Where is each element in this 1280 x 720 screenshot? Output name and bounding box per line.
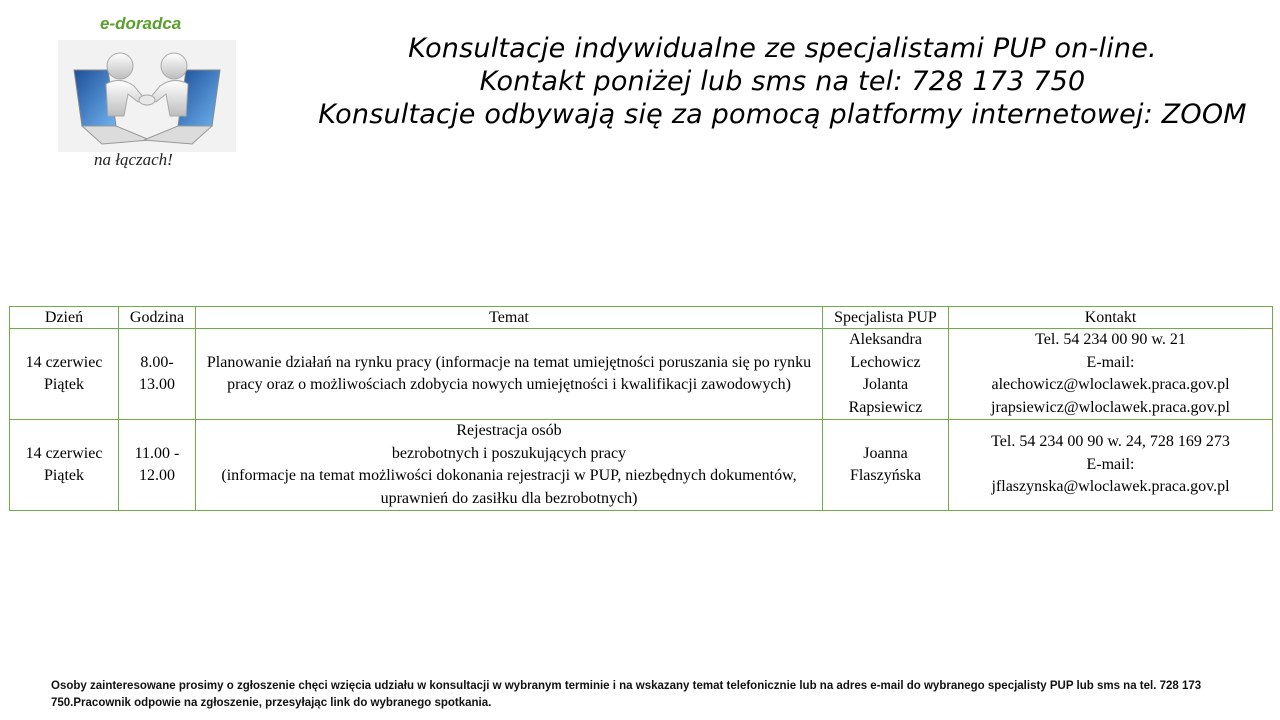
row-hour: 11.00 - 12.00 [119, 420, 196, 511]
row-specialist: Aleksandra Lechowicz Jolanta Rapsiewicz [823, 329, 949, 420]
header-specialist: Specjalista PUP [823, 307, 949, 329]
contact-phone: Tel. 54 234 00 90 w. 24, 728 169 273 [991, 433, 1230, 451]
row-day: 14 czerwiec Piątek [10, 329, 119, 420]
contact-email-label: E-mail: [1086, 353, 1135, 371]
logo-title: e-doradca [100, 14, 182, 33]
header-line-2: Kontakt poniżej lub sms na tel: 728 173 750 [479, 66, 1086, 97]
header-line-3: Konsultacje odbywają się za pomocą platformy internetowej: ZOOM [318, 99, 1247, 130]
contact-email-link[interactable]: jflaszynska@wloclawek.praca.gov.pl [991, 478, 1230, 496]
table-row [10, 420, 1273, 511]
footer-note: Osoby zainteresowane prosimy o zgłoszenie chęci wzięcia udziału w konsultacji w wybranym terminie i na wskazany temat telefonicznie lub na adres e-mail do wybranego specjalisty PUP lub sms na tel. 728 173 750.Pracownik odpowie na zgłoszenie, przesyłając link do wybranego spotkania. [51, 680, 1202, 709]
page-header [290, 32, 1275, 131]
header-line-1: Konsultacje indywidualne ze specjalistami PUP on-line. [408, 33, 1157, 64]
row-contact [949, 329, 1273, 420]
table-row [10, 329, 1273, 420]
row-hour: 8.00- 13.00 [119, 329, 196, 420]
e-doradca-logo [58, 10, 238, 175]
row-topic: Rejestracja osób bezrobotnych i poszukujących pracy (informacje na temat możliwości dokonania rejestracji w PUP, niezbędnych dokumentów, uprawnień do zasiłku dla bezrobotnych) [196, 420, 823, 511]
contact-email-link[interactable]: alechowicz@wloclawek.praca.gov.pl jrapsiewicz@wloclawek.praca.gov.pl [991, 376, 1230, 416]
contact-email-label: E-mail: [1086, 455, 1135, 473]
logo-subtitle: na łączach! [94, 150, 173, 169]
row-day: 14 czerwiec Piątek [10, 420, 119, 511]
header-contact: Kontakt [949, 307, 1273, 329]
contact-phone: Tel. 54 234 00 90 w. 21 [1035, 331, 1186, 348]
header-hour: Godzina [119, 307, 196, 329]
header-topic: Temat [196, 307, 823, 329]
consultation-table [9, 306, 1273, 511]
row-specialist: Joanna Flaszyńska [823, 420, 949, 511]
header-day: Dzień [10, 307, 119, 329]
row-topic: Planowanie działań na rynku pracy (informacje na temat umiejętności poruszania się po rynku pracy oraz o możliwościach zdobycia nowych umiejętności i kwalifikacji zawodowych) [196, 329, 823, 420]
row-contact [949, 420, 1273, 511]
handshake-laptops-icon [58, 40, 236, 152]
table-header-row [10, 307, 1273, 329]
